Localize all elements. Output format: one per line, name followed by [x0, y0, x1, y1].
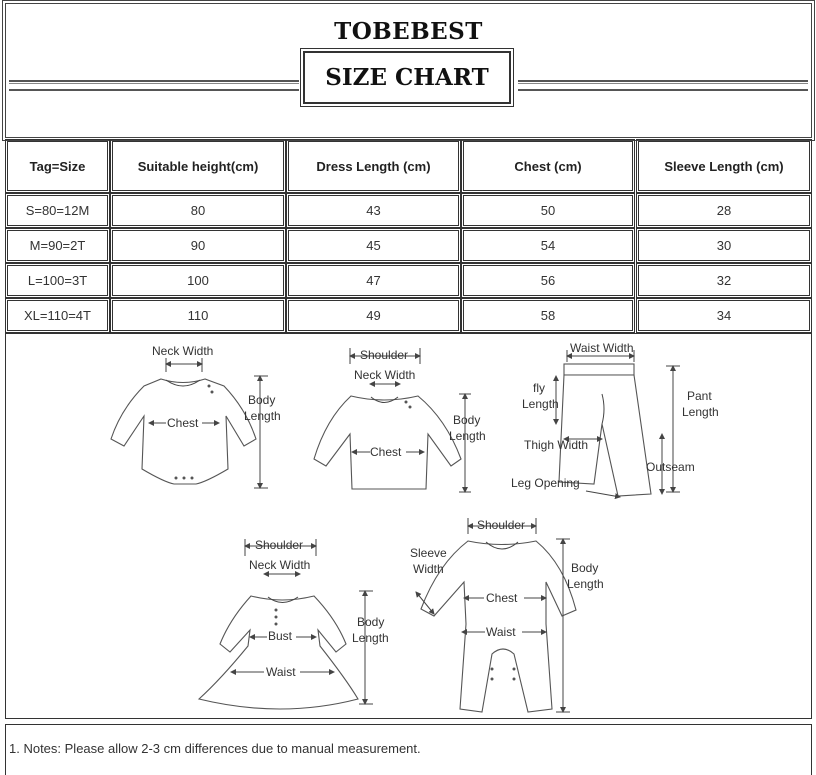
table-cell-height: 100 — [112, 265, 284, 296]
label-chest: Chest — [370, 445, 402, 459]
table-cell-height: 90 — [112, 230, 284, 261]
label-pant-length-line2: Length — [682, 405, 719, 419]
column-header-tag-size: Tag=Size — [7, 141, 108, 191]
pants-diagram — [511, 341, 719, 497]
table-cell-chest: 56 — [463, 265, 633, 296]
header-panel — [5, 3, 812, 138]
label-pant-length-line1: Pant — [687, 389, 712, 403]
label-waist: Waist — [266, 665, 296, 679]
label-chest: Chest — [167, 416, 199, 430]
label-bust: Bust — [268, 629, 293, 643]
column-header-sleeve-length: Sleeve Length (cm) — [638, 141, 810, 191]
label-neck-width: Neck Width — [152, 344, 214, 358]
romper-diagram — [410, 518, 604, 712]
column-header-dress-length: Dress Length (cm) — [288, 141, 459, 191]
label-shoulder: Shoulder — [477, 518, 526, 532]
label-thigh-width: Thigh Width — [524, 438, 589, 452]
measurement-diagrams-panel — [5, 333, 812, 719]
table-cell-size: S=80=12M — [7, 195, 108, 226]
table-cell-height: 110 — [112, 300, 284, 331]
table-cell-sleeve-length: 28 — [638, 195, 810, 226]
table-cell-dress-length: 43 — [288, 195, 459, 226]
bodysuit-diagram — [111, 344, 281, 488]
label-body-length-line1: Body — [357, 615, 385, 629]
label-body-length-line1: Body — [248, 393, 276, 407]
label-body-length-line2: Length — [352, 631, 389, 645]
table-cell-chest: 54 — [463, 230, 633, 261]
label-outseam: Outseam — [646, 460, 695, 474]
label-fly-length-line1: fly — [533, 381, 545, 395]
size-chart-title: SIZE CHART — [303, 51, 511, 104]
table-cell-dress-length: 47 — [288, 265, 459, 296]
table-cell-size: M=90=2T — [7, 230, 108, 261]
label-sleeve-width-line1: Sleeve — [410, 546, 447, 560]
label-sleeve-width-line2: Width — [413, 562, 444, 576]
dress-diagram — [199, 538, 389, 709]
table-cell-height: 80 — [112, 195, 284, 226]
table-cell-dress-length: 49 — [288, 300, 459, 331]
brand-name: TOBEBEST — [334, 18, 483, 45]
table-cell-sleeve-length: 34 — [638, 300, 810, 331]
label-neck-width: Neck Width — [249, 558, 311, 572]
right-divider-rule — [518, 80, 808, 91]
label-body-length-line1: Body — [571, 561, 599, 575]
table-cell-chest: 50 — [463, 195, 633, 226]
table-cell-sleeve-length: 30 — [638, 230, 810, 261]
label-body-length-line2: Length — [449, 429, 486, 443]
label-body-length-line2: Length — [244, 409, 281, 423]
label-waist: Waist — [486, 625, 516, 639]
notes-text: 1. Notes: Please allow 2-3 cm differences due to manual measurement. — [9, 741, 421, 756]
table-cell-chest: 58 — [463, 300, 633, 331]
column-header-height: Suitable height(cm) — [112, 141, 284, 191]
label-chest: Chest — [486, 591, 518, 605]
label-shoulder: Shoulder — [255, 538, 304, 552]
column-header-chest: Chest (cm) — [463, 141, 633, 191]
label-fly-length-line2: Length — [522, 397, 559, 411]
top-diagram — [314, 348, 486, 492]
label-leg-opening: Leg Opening — [511, 476, 580, 490]
table-cell-size: L=100=3T — [7, 265, 108, 296]
table-cell-dress-length: 45 — [288, 230, 459, 261]
measurement-illustrations — [6, 334, 811, 718]
label-body-length-line2: Length — [567, 577, 604, 591]
label-waist-width: Waist Width — [570, 341, 634, 355]
label-neck-width: Neck Width — [354, 368, 416, 382]
label-shoulder: Shoulder — [360, 348, 409, 362]
table-cell-size: XL=110=4T — [7, 300, 108, 331]
notes-panel — [5, 724, 812, 775]
label-body-length-line1: Body — [453, 413, 481, 427]
table-cell-sleeve-length: 32 — [638, 265, 810, 296]
left-divider-rule — [9, 80, 299, 91]
